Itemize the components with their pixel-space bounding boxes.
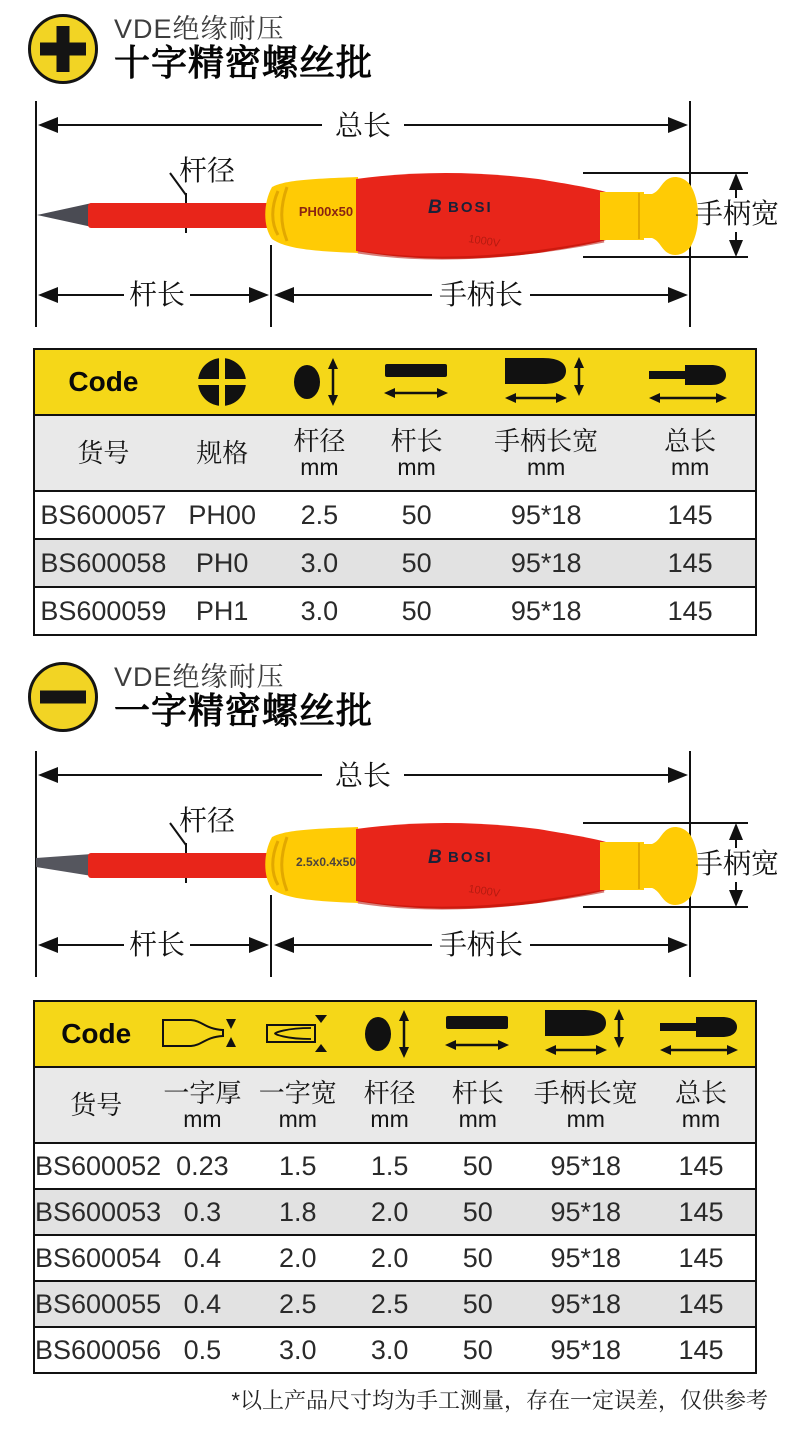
- cell-blade-thickness: 0.4: [183, 1242, 222, 1273]
- cell-spec: PH00: [188, 499, 256, 530]
- phillips-cross-vbar: [57, 26, 70, 72]
- insulated-shaft: [88, 853, 270, 878]
- cell-code: BS600056: [35, 1334, 162, 1365]
- table-row: [35, 538, 755, 586]
- phillips-spec-table: [33, 348, 757, 636]
- cell-blade-thickness: 0.5: [183, 1334, 222, 1365]
- slotted-screwdriver-diagram: [0, 745, 790, 980]
- table-row: [35, 1142, 755, 1188]
- table-header-row: [35, 1002, 755, 1068]
- column-label: 杆径: [293, 425, 346, 456]
- handle-width-label: 手柄宽: [694, 198, 780, 229]
- cell-total-len: 145: [667, 499, 713, 530]
- table-row: [35, 490, 755, 538]
- shaft-length-dimension: [38, 929, 269, 960]
- column-label: 一字厚: [163, 1077, 242, 1108]
- table-row: [35, 1188, 755, 1234]
- shaft-length-dimension: [38, 279, 269, 310]
- total-length-dimension: [38, 110, 688, 141]
- phillips-badge-icon: [28, 14, 98, 84]
- cell-code: BS600054: [35, 1242, 162, 1273]
- cell-shaft-dia: 2.5: [300, 499, 339, 530]
- slotted-tip: [36, 854, 92, 876]
- cap-neck: [600, 192, 644, 240]
- cell-code: BS600059: [40, 595, 167, 626]
- cap-neck: [600, 842, 644, 890]
- column-unit: mm: [681, 1105, 721, 1132]
- cell-code: BS600052: [35, 1150, 162, 1181]
- code-label: Code: [61, 1018, 132, 1049]
- cell-total-len: 145: [678, 1242, 724, 1273]
- total-length-dimension: [38, 760, 688, 791]
- cell-blade-width: 2.5: [279, 1288, 317, 1319]
- cell-shaft-len: 50: [462, 1196, 493, 1227]
- cell-shaft-len: 50: [401, 499, 432, 530]
- shaft-diameter-icon: [348, 1006, 431, 1062]
- phillips-tip: [37, 203, 92, 227]
- section-title: 一字精密螺丝批: [114, 690, 374, 732]
- cell-total-len: 145: [678, 1288, 724, 1319]
- section-subtitle: VDE绝缘耐压: [114, 661, 285, 692]
- section-titles: [114, 663, 373, 731]
- phillips-tip-icon: [172, 355, 273, 409]
- cell-blade-thickness: 0.3: [183, 1196, 222, 1227]
- column-unit: mm: [183, 1105, 222, 1132]
- cell-blade-thickness: 0.4: [183, 1288, 222, 1319]
- column-label: 一字宽: [258, 1077, 337, 1108]
- table-subheader-row: [35, 1068, 755, 1142]
- cell-shaft-len: 50: [401, 547, 432, 578]
- column-unit: mm: [527, 453, 566, 480]
- table-row: [35, 1234, 755, 1280]
- cap-flange: [642, 827, 698, 905]
- column-label: 杆长: [390, 425, 443, 456]
- cell-shaft-dia: 3.0: [300, 547, 339, 578]
- cell-handle-size: 95*18: [550, 1196, 622, 1227]
- shaft-length-label: 杆长: [128, 279, 186, 310]
- shaft-length-icon: [366, 360, 467, 404]
- cell-handle-size: 95*18: [510, 499, 582, 530]
- cell-total-len: 145: [678, 1150, 724, 1181]
- table-row: [35, 1326, 755, 1372]
- column-unit: mm: [370, 1105, 409, 1132]
- brand-name: BOSI: [448, 199, 493, 216]
- shaft-length-label: 杆长: [128, 929, 186, 960]
- column-unit: mm: [278, 1105, 317, 1132]
- column-unit: mm: [671, 453, 710, 480]
- screwdriver-illustration: [37, 173, 698, 259]
- cell-total-len: 145: [678, 1196, 724, 1227]
- cell-total-len: 145: [678, 1334, 724, 1365]
- measurement-disclaimer: *以上产品尺寸均为手工测量，存在一定误差，仅供参考: [231, 1388, 768, 1413]
- total-length-label: 总长: [334, 110, 392, 141]
- shaft-diameter-label: 杆径: [178, 805, 236, 836]
- cell-code: BS600058: [40, 547, 167, 578]
- cell-shaft-dia: 3.0: [370, 1334, 409, 1365]
- column-label: 杆长: [451, 1077, 504, 1108]
- shaft-length-icon: [431, 1012, 525, 1056]
- slotted-spec-table: [33, 1000, 757, 1374]
- column-label: 手柄长宽: [533, 1077, 638, 1108]
- cell-handle-size: 95*18: [510, 547, 582, 578]
- column-unit: mm: [566, 1105, 605, 1132]
- cell-total-len: 145: [667, 547, 713, 578]
- cell-handle-size: 95*18: [550, 1334, 622, 1365]
- cell-shaft-dia: 1.5: [370, 1150, 409, 1181]
- cell-handle-size: 95*18: [550, 1242, 622, 1273]
- cell-blade-width: 1.5: [279, 1150, 317, 1181]
- cell-shaft-len: 50: [462, 1150, 493, 1181]
- handle-length-label: 手柄长: [438, 929, 524, 960]
- table-subheader-row: [35, 416, 755, 490]
- voltage-mark: 1000V: [467, 883, 501, 900]
- cap-flange: [642, 177, 698, 255]
- brand-mark: B: [428, 197, 442, 218]
- brand-logo: [428, 847, 493, 868]
- column-label: 总长: [674, 1077, 727, 1108]
- cell-code: BS600055: [35, 1288, 162, 1319]
- brand-mark: B: [428, 847, 442, 868]
- cell-handle-size: 95*18: [510, 595, 582, 626]
- cell-shaft-len: 50: [462, 1334, 493, 1365]
- brand-logo: [428, 197, 493, 218]
- slotted-badge-icon: [28, 662, 98, 732]
- shaft-diameter-icon: [273, 354, 367, 410]
- cell-spec: PH1: [195, 595, 249, 626]
- cell-handle-size: 95*18: [550, 1288, 622, 1319]
- column-label: 货号: [77, 437, 130, 468]
- column-unit: mm: [300, 453, 339, 480]
- marking-text: 2.5x0.4x50: [295, 855, 357, 869]
- total-length-label: 总长: [334, 760, 392, 791]
- cell-shaft-dia: 2.0: [370, 1196, 409, 1227]
- column-label: 规格: [196, 437, 249, 468]
- blade-thickness-icon: [157, 1017, 247, 1051]
- table-header-row: [35, 350, 755, 416]
- handle-length-dimension: [274, 279, 688, 310]
- cell-blade-width: 1.8: [279, 1196, 317, 1227]
- blade-width-icon: [247, 1014, 348, 1054]
- section-titles: [114, 15, 373, 83]
- code-label: Code: [68, 366, 139, 397]
- section-header-slotted: [28, 662, 373, 732]
- handle-size-icon: [467, 354, 625, 410]
- column-label: 总长: [664, 425, 717, 456]
- cell-code: BS600057: [40, 499, 167, 530]
- cell-shaft-dia: 3.0: [300, 595, 339, 626]
- column-label: 杆径: [363, 1077, 416, 1108]
- shaft-diameter-label: 杆径: [178, 155, 236, 186]
- brand-name: BOSI: [448, 849, 493, 866]
- table-row: [35, 586, 755, 634]
- cell-blade-width: 2.0: [279, 1242, 317, 1273]
- cell-shaft-len: 50: [462, 1242, 493, 1273]
- screwdriver-illustration: [36, 823, 698, 909]
- cell-spec: PH0: [195, 547, 249, 578]
- handle-size-icon: [525, 1006, 647, 1062]
- cell-blade-thickness: 0.23: [176, 1150, 229, 1181]
- column-unit: mm: [397, 453, 436, 480]
- section-title: 十字精密螺丝批: [114, 42, 374, 84]
- column-label: 货号: [70, 1089, 123, 1120]
- marking-text: PH00x50: [298, 204, 354, 219]
- cell-shaft-len: 50: [401, 595, 432, 626]
- column-label: 手柄长宽: [494, 425, 599, 456]
- column-unit: mm: [458, 1105, 497, 1132]
- handle-length-dimension: [274, 929, 688, 960]
- cell-total-len: 145: [667, 595, 713, 626]
- table-row: [35, 1280, 755, 1326]
- insulated-shaft: [88, 203, 270, 228]
- slotted-bar: [40, 691, 86, 704]
- phillips-screwdriver-diagram: [0, 95, 790, 330]
- section-header-phillips: [28, 14, 373, 84]
- total-length-icon: [625, 358, 755, 406]
- cell-shaft-len: 50: [462, 1288, 493, 1319]
- total-length-icon: [647, 1010, 755, 1058]
- section-subtitle: VDE绝缘耐压: [114, 13, 285, 44]
- handle-length-label: 手柄长: [438, 279, 524, 310]
- cell-shaft-dia: 2.5: [370, 1288, 409, 1319]
- cell-handle-size: 95*18: [550, 1150, 622, 1181]
- handle-width-label: 手柄宽: [694, 848, 780, 879]
- cell-blade-width: 3.0: [279, 1334, 317, 1365]
- cell-shaft-dia: 2.0: [370, 1242, 409, 1273]
- voltage-mark: 1000V: [467, 233, 501, 250]
- cell-code: BS600053: [35, 1196, 162, 1227]
